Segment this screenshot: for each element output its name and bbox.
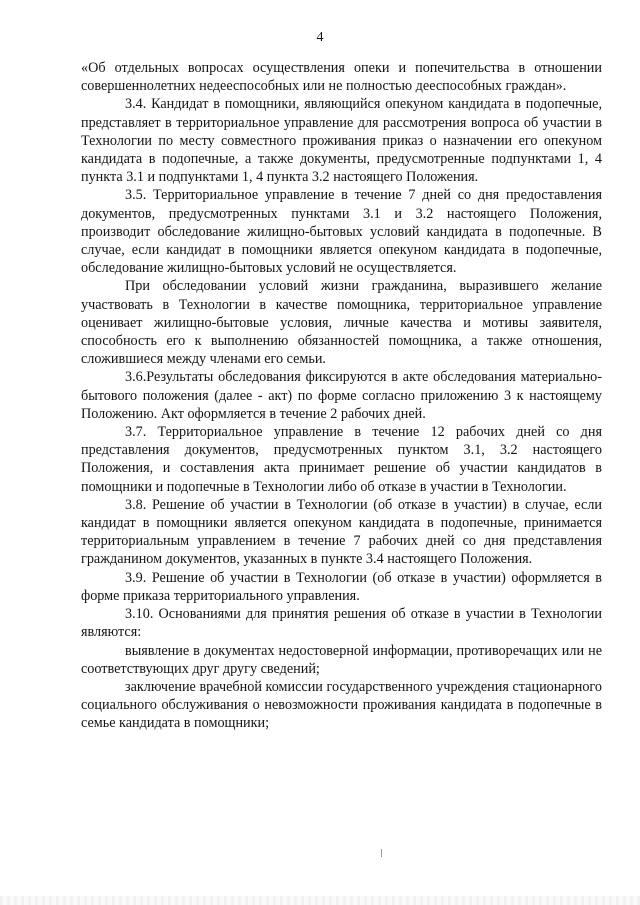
scan-artifact (381, 849, 382, 857)
paragraph-3-9: 3.9. Решение об участии в Технологии (об отказе в участии) оформляется в форме приказа территориального управления. (81, 569, 602, 604)
paragraph-3-8: 3.8. Решение об участии в Технологии (об отказе в участии) в случае, если кандидат в помощники является опекуном кандидата в подопечные, принимается территориальным управлением в течение 7 рабочих дней со дня представления гражданином документов, указанных в пункте 3.4 настоящего Положения. (81, 496, 602, 568)
document-body (81, 59, 602, 733)
paragraph-3-10: 3.10. Основаниями для принятия решения об отказе в участии в Технологии являются: (81, 606, 602, 641)
paragraph-3-4: 3.4. Кандидат в помощники, являющийся опекуном кандидата в подопечные, представляет в территориальное управление для рассмотрения вопроса об участии в Технологии по месту совместного проживания приказ о назначении его опекуном кандидата в подопечные, а также документы, предусмотренные подпунктами 1, 4 пункта 3.1 и подпунктами 1, 4 пункта 3.2 настоящего Положения. (81, 96, 602, 186)
paragraph-3-7: 3.7. Территориальное управление в течение 12 рабочих дней со дня представления документов, предусмотренных пунктом 3.1, 3.2 настоящего Положения, и составления акта принимает решение об участии кандидатов в помощники и подопечные в Технологии либо об отказе в участии в Технологии. (81, 424, 602, 495)
paragraph-3-5-inspection: При обследовании условий жизни гражданина, выразившего желание участвовать в Технологии в качестве помощника, территориальное управление оценивает жилищно-бытовые условия, личные качества и мотивы заявителя, способность его к выполнению обязанностей помощника, а также отношения, сложившиеся между членами его семьи. (81, 278, 602, 368)
paragraph-intro-continuation: «Об отдельных вопросах осуществления опеки и попечительства в отношении совершеннолетних недееспособных или не полностью дееспособных граждан». (81, 60, 602, 95)
paragraph-3-5: 3.5. Территориальное управление в течение 7 дней со дня предоставления документов, предусмотренных пунктами 3.1 и 3.2 настоящего Положения, производит обследование жилищно-бытовых условий кандидата в подопечные. В случае, если кандидат в помощники является опекуном кандидата в подопечные, обследование жилищно-бытовых условий не осуществляется. (81, 187, 602, 277)
scan-bottom-noise (0, 896, 640, 905)
paragraph-3-10-ground-1: выявление в документах недостоверной информации, противоречащих или не соответствующих друг другу сведений; (81, 642, 602, 677)
paragraph-3-6: 3.6.Результаты обследования фиксируются в акте обследования материально-бытового положения (далее - акт) по форме согласно приложению 3 к настоящему Положению. Акт оформляется в течение 2 рабочих дней. (81, 369, 602, 422)
paragraph-3-10-ground-2: заключение врачебной комиссии государственного учреждения стационарного социального обслуживания о невозможности проживания кандидата в подопечные в семье кандидата в помощники; (81, 678, 602, 732)
page-number: 4 (316, 30, 324, 45)
